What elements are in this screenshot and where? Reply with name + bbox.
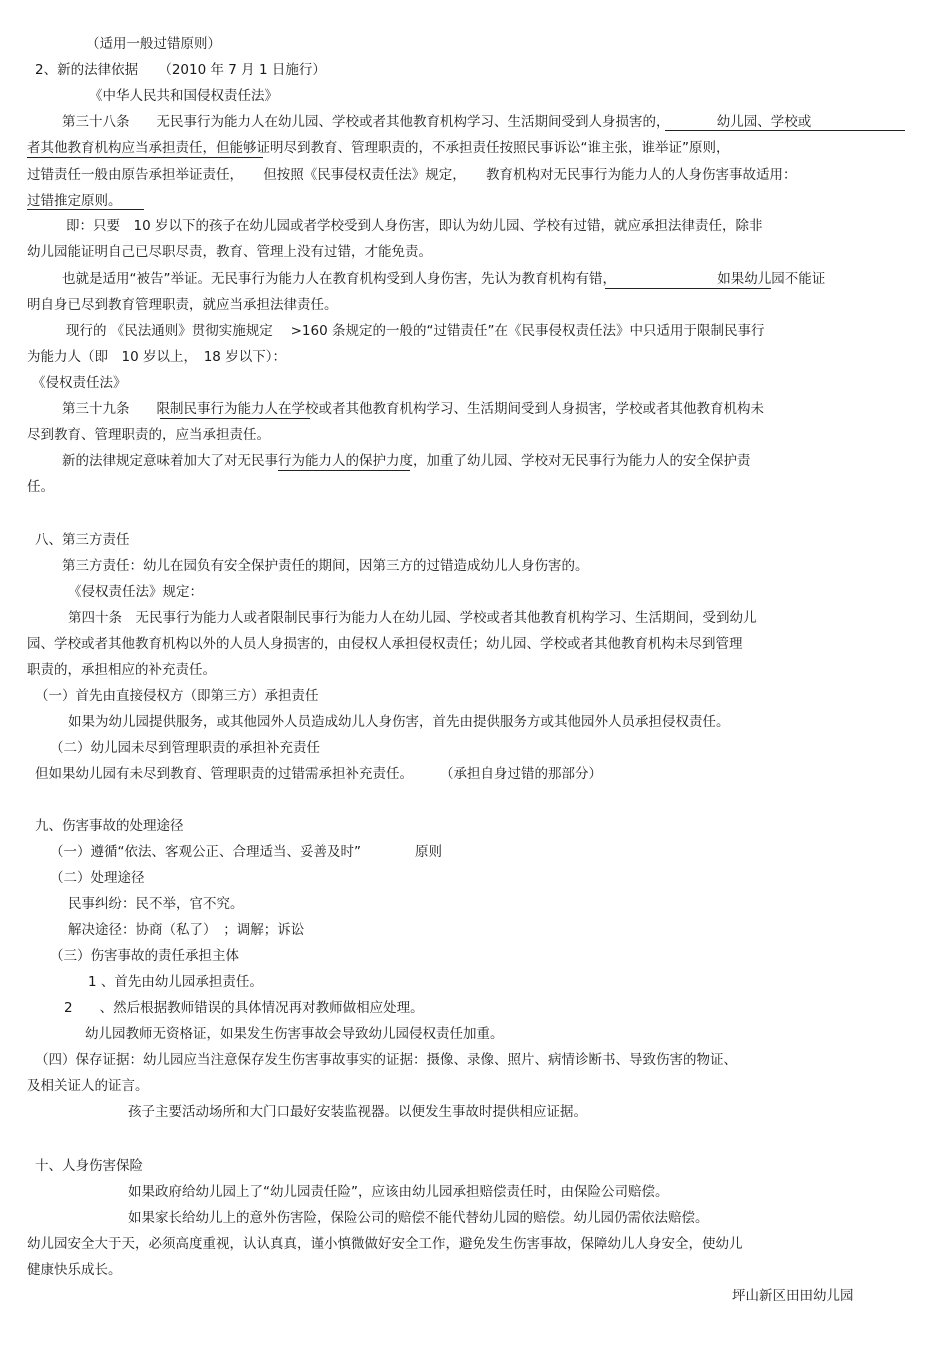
text-line: 为能力人（即 10 岁以上， 18 岁以下）： <box>27 349 286 365</box>
text-line: 如果家长给幼儿上的意外伤害险，保险公司的赔偿不能代替幼儿园的赔偿。幼儿园仍需依法赔偿。 <box>128 1210 709 1226</box>
text-line: 即：只要 10 岁以下的孩子在幼儿园或者学校受到人身伤害，即认为幼儿园、学校有过错，就应承担法律责任，除非 <box>66 218 763 234</box>
underline <box>27 157 263 158</box>
text-line: 《侵权责任法》 <box>32 375 127 391</box>
text-line: 2 、然后根据教师错误的具体情况再对教师做相应处理。 <box>64 1000 424 1016</box>
text-line: 及相关证人的证言。 <box>27 1078 149 1094</box>
underline <box>665 130 905 131</box>
text-line: 第三十九条 限制民事行为能力人在学校或者其他教育机构学习、生活期间受到人身损害，学校或者其他教育机构未 <box>62 401 764 417</box>
text-line: 2、新的法律依据 （2010 年 7 月 1 日施行） <box>35 62 326 78</box>
underline <box>278 470 410 471</box>
text-line: 《侵权责任法》规定： <box>68 584 203 600</box>
text-line: 也就是适用“被告”举证。无民事行为能力人在教育机构受到人身伤害，先认为教育机构有错， 如果幼儿园不能证 <box>62 271 826 287</box>
section-heading: 九、伤害事故的处理途径 <box>35 818 184 834</box>
text-line: 健康快乐成长。 <box>27 1262 122 1278</box>
underline <box>605 288 771 289</box>
text-line: （三）伤害事故的责任承担主体 <box>50 948 239 964</box>
text-line: 幼儿园教师无资格证，如果发生伤害事故会导致幼儿园侵权责任加重。 <box>85 1026 504 1042</box>
text-line: 第四十条 无民事行为能力人或者限制民事行为能力人在幼儿园、学校或者其他教育机构学习、生活期间，受到幼儿 <box>68 610 757 626</box>
text-line: （适用一般过错原则） <box>86 36 221 52</box>
underline <box>160 418 310 419</box>
text-line: 园、学校或者其他教育机构以外的人员人身损害的，由侵权人承担侵权责任；幼儿园、学校或者其他教育机构未尽到管理 <box>27 636 743 652</box>
text-line: 如果为幼儿园提供服务，或其他园外人员造成幼儿人身伤害，首先由提供服务方或其他园外人员承担侵权责任。 <box>68 714 730 730</box>
section-heading: 八、第三方责任 <box>35 532 130 548</box>
text-line: 如果政府给幼儿园上了“幼儿园责任险”，应该由幼儿园承担赔偿责任时，由保险公司赔偿。 <box>128 1184 669 1200</box>
text-line: （二）处理途径 <box>50 870 145 886</box>
text-line: 但如果幼儿园有未尽到教育、管理职责的过错需承担补充责任。 （承担自身过错的那部分） <box>35 766 602 782</box>
text-line: 第三方责任：幼儿在园负有安全保护责任的期间，因第三方的过错造成幼儿人身伤害的。 <box>62 558 589 574</box>
text-line: 过错责任一般由原告承担举证责任， 但按照《民事侵权责任法》规定， 教育机构对无民事行为能力人的人身伤害事故适用： <box>27 167 797 183</box>
text-line: 解决途径：协商（私了） ；调解；诉讼 <box>68 922 305 938</box>
underline <box>27 209 144 210</box>
text-line: 孩子主要活动场所和大门口最好安装监视器。以便发生事故时提供相应证据。 <box>128 1104 587 1120</box>
text-line: （一）遵循“依法、客观公正、合理适当、妥善及时” 原则 <box>50 844 442 860</box>
text-line: 现行的 《民法通则》贯彻实施规定 >160 条规定的一般的“过错责任”在《民事侵权责任法》中只适用于限制民事行 <box>66 323 765 339</box>
text-line: 民事纠纷：民不举，官不究。 <box>68 896 244 912</box>
text-line: （二）幼儿园未尽到管理职责的承担补充责任 <box>50 740 320 756</box>
text-line: （一）首先由直接侵权方（即第三方）承担责任 <box>35 688 319 704</box>
text-line: 者其他教育机构应当承担责任，但能够证明尽到教育、管理职责的，不承担责任按照民事诉讼“谁主张，谁举证”原则， <box>27 140 730 156</box>
signature-line: 坪山新区田田幼儿园 <box>732 1288 854 1304</box>
text-line: （四）保存证据：幼儿园应当注意保存发生伤害事故事实的证据：摄像、录像、照片、病情诊断书、导致伤害的物证、 <box>35 1052 737 1068</box>
text-line: 尽到教育、管理职责的，应当承担责任。 <box>27 427 270 443</box>
text-line: 任。 <box>27 479 54 495</box>
text-line: 明自身已尽到教育管理职责，就应当承担法律责任。 <box>27 297 338 313</box>
text-line: 幼儿园能证明自己已尽职尽责，教育、管理上没有过错，才能免责。 <box>27 244 432 260</box>
text-line: 第三十八条 无民事行为能力人在幼儿园、学校或者其他教育机构学习、生活期间受到人身损害的， 幼儿园、学校或 <box>62 114 812 130</box>
text-line: 新的法律规定意味着加大了对无民事行为能力人的保护力度，加重了幼儿园、学校对无民事行为能力人的安全保护责 <box>62 453 751 469</box>
text-line: 职责的，承担相应的补充责任。 <box>27 662 216 678</box>
text-line: 1 、首先由幼儿园承担责任。 <box>88 974 263 990</box>
text-line: 幼儿园安全大于天，必须高度重视，认认真真，谨小慎微做好安全工作，避免发生伤害事故，保障幼儿人身安全，使幼儿 <box>27 1236 743 1252</box>
section-heading: 十、人身伤害保险 <box>35 1158 143 1174</box>
text-line: 过错推定原则。 <box>27 193 122 209</box>
text-line: 《中华人民共和国侵权责任法》 <box>89 88 278 104</box>
